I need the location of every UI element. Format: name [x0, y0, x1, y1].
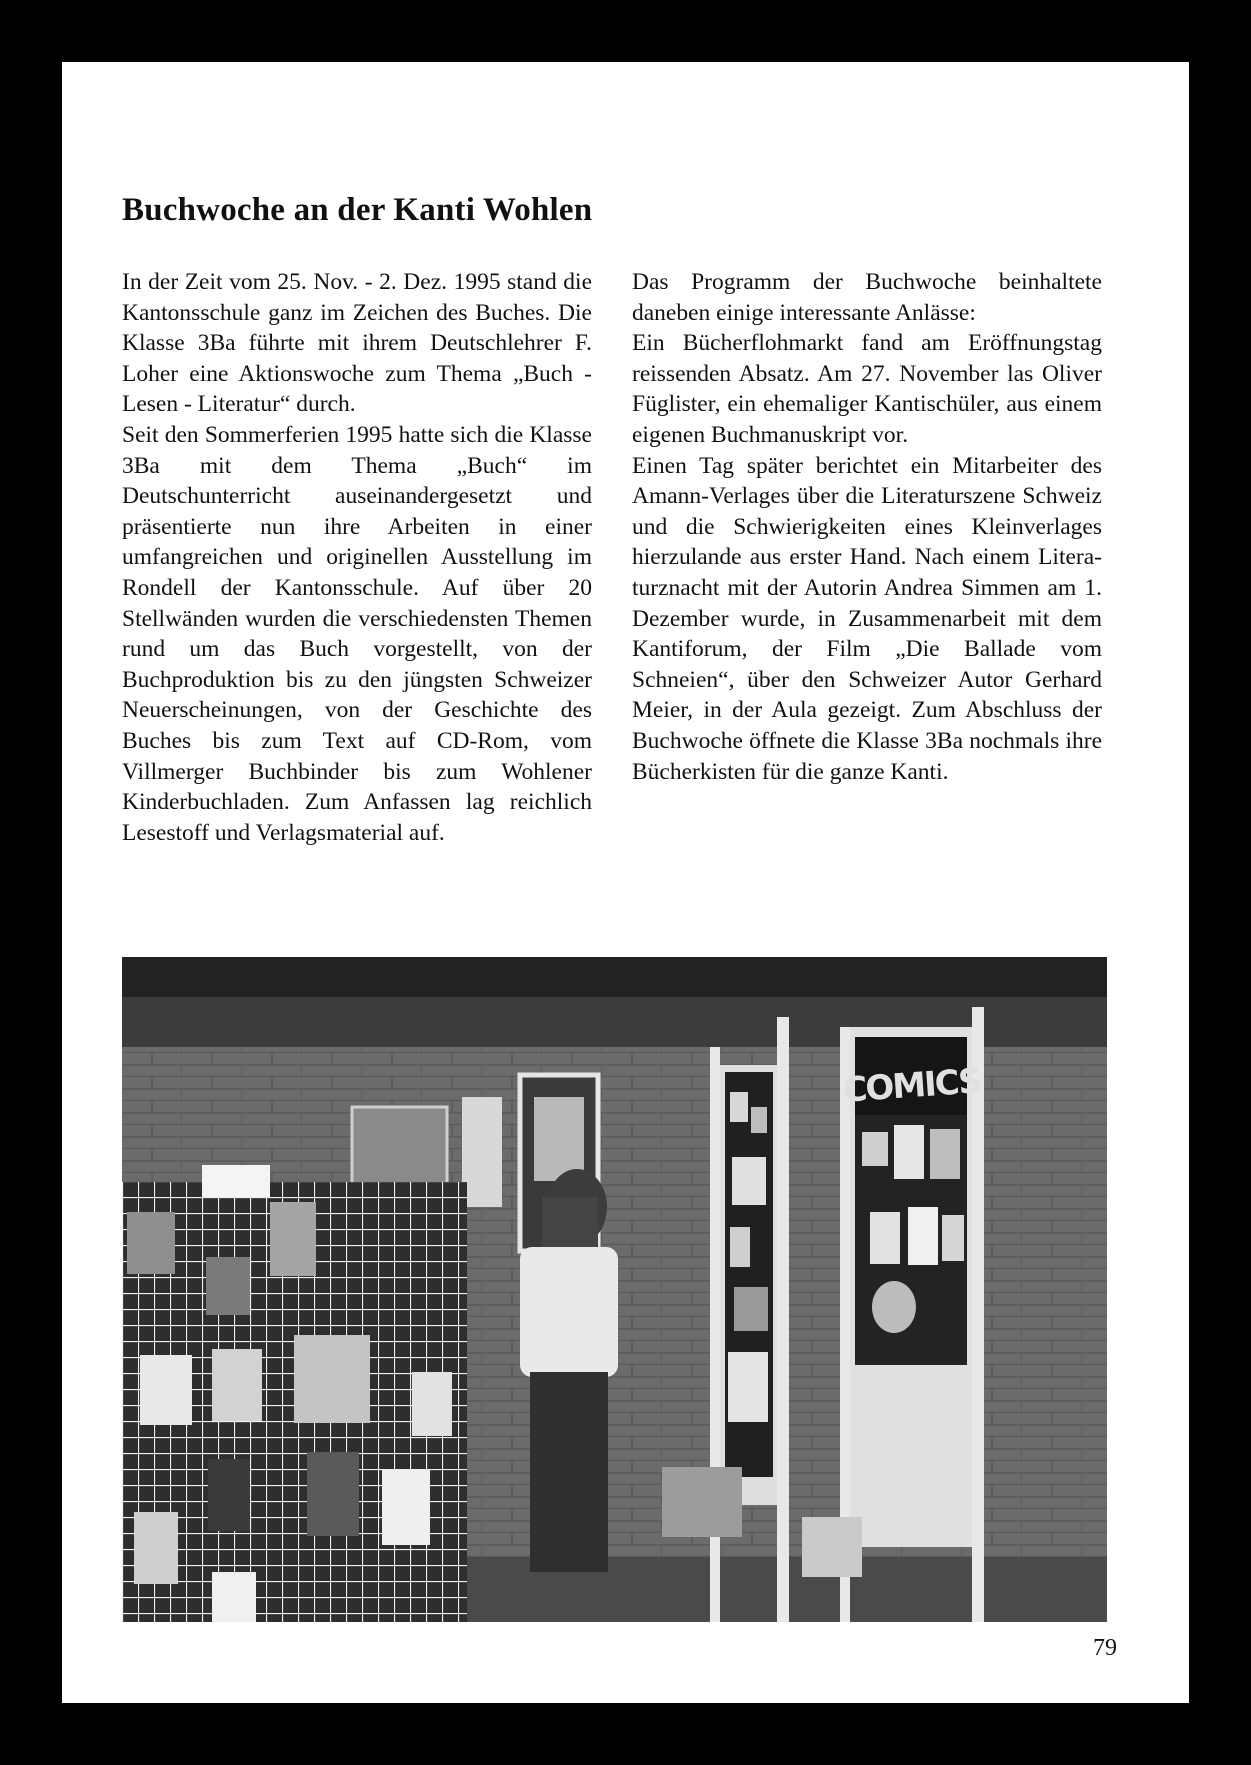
paragraph: Das Programm der Buchwoche beinhaltete daneben einige interessante Anlässe: — [632, 269, 1102, 326]
left-text-column — [122, 267, 592, 848]
paragraph: Einen Tag später berichtet ein Mitarbeiter des Amann-Verlages über die Literaturszene Schweiz und die Schwierigkeiten eines Kleinverlages hierzulande aus erster Hand. Nach einem Literaturznacht mit der Autorin Andrea Simmen am 1. Dezember wurde, in Zusammenarbeit mit dem Kantiforum, der Film „Die Ballade vom Schneien“, über den Schweizer Autor Gerhard Meier, in der Aula gezeigt. Zum Abschluss der Buchwoche öffnete die Klasse 3Ba nochmals ihre Bücherkisten für die ganze Kanti. — [632, 452, 1102, 785]
article-title: Buchwoche an der Kanti Wohlen — [122, 192, 593, 228]
right-text-column — [632, 267, 1102, 787]
paragraph: Seit den Sommerferien 1995 hatte sich die Klasse 3Ba mit dem Thema „Buch“ im Deutschunterricht auseinandergesetzt und präsentierte nun ihre Arbeiten in einer umfangreichen und originellen Ausstellung im Rondell der Kantonsschule. Auf über 20 Stellwänden wurden die verschiedensten Themen rund um das Buch vorgestellt, von der Buchproduktion bis zu den jüngsten Schweizer Neuerscheinungen, von der Geschichte des Buches bis zum Text auf CD-Rom, vom Villmerger Buchbinder bis zum Wohlener Kinderbuchladen. Zum Anfassen lag reichlich Lesestoff und Verlagsmaterial auf. — [122, 421, 592, 846]
paragraph: Ein Bücherflohmarkt fand am Eröffnungstag reissenden Absatz. Am 27. November las Oliver Füglister, ein ehemaliger Kantischüler, aus einem eigenen Buchmanuskript vor. — [632, 330, 1102, 448]
paragraph: In der Zeit vom 25. Nov. - 2. Dez. 1995 stand die Kantonsschule ganz im Zeichen des Buches. Die Klasse 3Ba führte mit ihrem Deutschlehrer F. Loher eine Aktionswoche zum Thema „Buch - Lesen - Literatur“ durch. — [122, 269, 592, 418]
comics-sign: COMICS — [841, 1061, 983, 1111]
exhibition-photo — [122, 957, 1107, 1622]
page-number: 79 — [1093, 1635, 1117, 1661]
document-page — [62, 62, 1189, 1703]
